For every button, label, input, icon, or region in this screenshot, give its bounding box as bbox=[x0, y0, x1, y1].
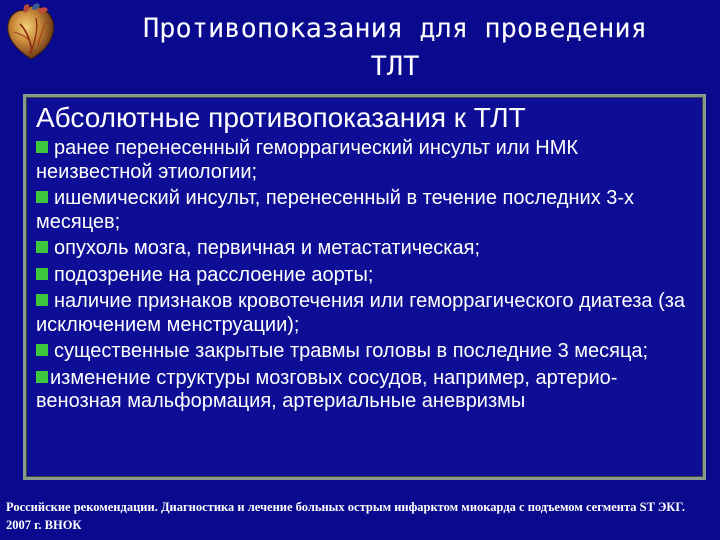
list-item bbox=[36, 187, 691, 234]
contraindications-panel bbox=[23, 94, 706, 480]
list-item bbox=[36, 237, 691, 261]
list-item bbox=[36, 264, 691, 288]
list-item bbox=[36, 367, 691, 414]
list-item-text: подозрение на расслоение аорты; bbox=[54, 263, 374, 286]
source-footnote: Российские рекомендации. Диагностика и лечение больных острым инфарктом миокарда с подъемом сегмента ST ЭКГ. 2007 г. ВНОК bbox=[6, 500, 686, 532]
square-bullet-icon bbox=[36, 294, 48, 306]
anatomical-heart-icon bbox=[2, 2, 60, 62]
slide-title bbox=[70, 10, 720, 86]
list-item-text: ранее перенесенный геморрагический инсульт или НМК неизвестной этиологии; bbox=[36, 137, 579, 183]
panel-content bbox=[36, 103, 691, 417]
list-item bbox=[36, 137, 691, 184]
square-bullet-icon bbox=[36, 371, 48, 383]
square-bullet-icon bbox=[36, 241, 48, 253]
square-bullet-icon bbox=[36, 344, 48, 356]
list-item-text: ишемический инсульт, перенесенный в течение последних 3-х месяцев; bbox=[36, 187, 635, 233]
slide-title-line-1: Противопоказания для проведения bbox=[143, 13, 647, 44]
slide-title-line-2: ТЛТ bbox=[370, 51, 420, 82]
list-item bbox=[36, 290, 691, 337]
square-bullet-icon bbox=[36, 268, 48, 280]
list-item-text: опухоль мозга, первичная и метастатическая; bbox=[54, 237, 481, 259]
square-bullet-icon bbox=[36, 141, 48, 153]
list-item-text: существенные закрытые травмы головы в последние 3 месяца; bbox=[54, 340, 649, 362]
list-item bbox=[36, 340, 691, 364]
list-item-text: изменение структуры мозговых сосудов, например, артерио-венозная мальформация, артериальные аневризмы bbox=[36, 366, 618, 412]
panel-heading: Абсолютные противопоказания к ТЛТ bbox=[36, 102, 526, 133]
square-bullet-icon bbox=[36, 191, 48, 203]
list-item-text: наличие признаков кровотечения или геморрагического диатеза (за исключением менструации); bbox=[36, 290, 686, 336]
